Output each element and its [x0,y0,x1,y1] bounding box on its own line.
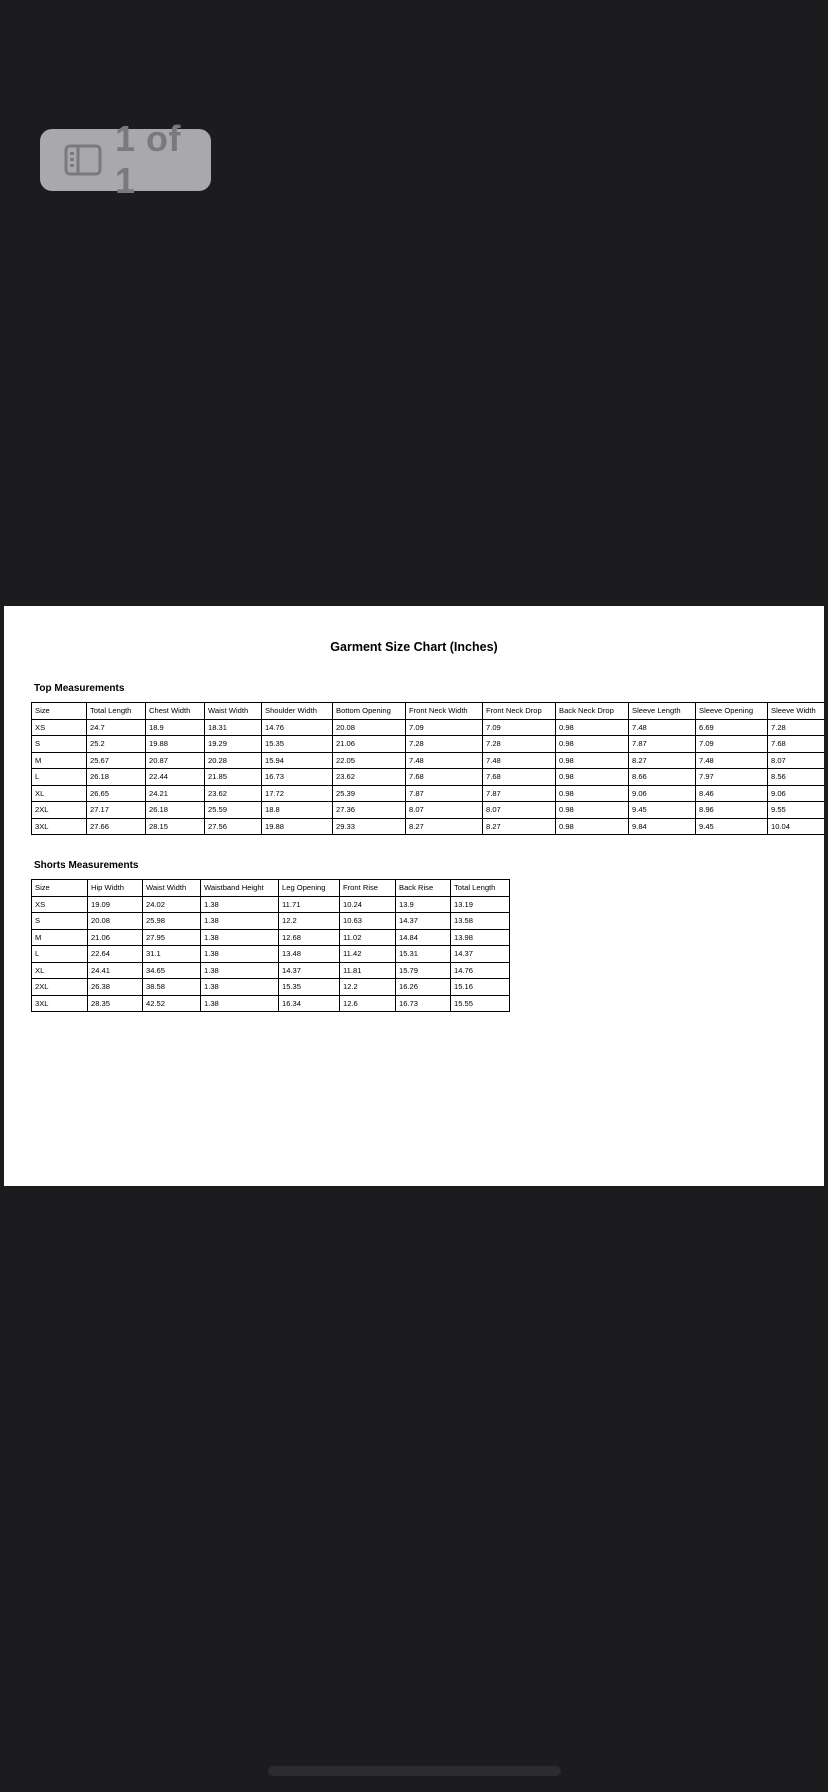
measurement-cell: 14.84 [396,929,451,946]
measurement-cell: 14.76 [262,719,333,736]
shorts-measurements-table [31,879,510,1012]
page-indicator-label: 1 of 1 [115,118,182,201]
size-cell: XL [32,785,87,802]
table-row [32,995,510,1012]
table-row [32,979,510,996]
measurement-cell: 1.38 [201,995,279,1012]
measurement-cell: 15.55 [451,995,510,1012]
measurement-cell: 7.68 [483,769,556,786]
measurement-cell: 12.6 [340,995,396,1012]
measurement-cell: 15.16 [451,979,510,996]
measurement-cell: 25.59 [205,802,262,819]
measurement-cell: 9.45 [629,802,696,819]
measurement-cell: 14.37 [279,962,340,979]
size-cell: S [32,913,88,930]
size-cell: L [32,769,87,786]
measurement-cell: 23.62 [333,769,406,786]
measurement-cell: 29.33 [333,818,406,835]
measurement-cell: 8.66 [629,769,696,786]
measurement-cell: 9.45 [696,818,768,835]
top-measurements-table [31,702,824,835]
table-row [32,818,825,835]
table-row [32,736,825,753]
measurement-cell: 16.73 [396,995,451,1012]
measurement-cell: 7.09 [406,719,483,736]
column-header: Hip Width [88,880,143,897]
measurement-cell: 7.87 [406,785,483,802]
measurement-cell: 8.56 [768,769,825,786]
measurement-cell: 18.9 [146,719,205,736]
size-cell: XL [32,962,88,979]
measurement-cell: 7.68 [768,736,825,753]
measurement-cell: 24.41 [88,962,143,979]
measurement-cell: 27.17 [87,802,146,819]
measurement-cell: 24.21 [146,785,205,802]
table-row [32,719,825,736]
measurement-cell: 28.35 [88,995,143,1012]
size-cell: XS [32,896,88,913]
size-cell: 2XL [32,802,87,819]
measurement-cell: 19.29 [205,736,262,753]
measurement-cell: 0.98 [556,736,629,753]
measurement-cell: 7.68 [406,769,483,786]
table-row [32,785,825,802]
measurement-cell: 22.05 [333,752,406,769]
measurement-cell: 8.07 [768,752,825,769]
measurement-cell: 16.26 [396,979,451,996]
table-header-row [32,703,825,720]
measurement-cell: 17.72 [262,785,333,802]
column-header: Total Length [451,880,510,897]
measurement-cell: 1.38 [201,913,279,930]
measurement-cell: 26.18 [146,802,205,819]
table-header-row [32,880,510,897]
measurement-cell: 15.31 [396,946,451,963]
measurement-cell: 9.06 [768,785,825,802]
measurement-cell: 7.87 [483,785,556,802]
measurement-cell: 14.37 [451,946,510,963]
measurement-cell: 1.38 [201,946,279,963]
measurement-cell: 16.34 [279,995,340,1012]
measurement-cell: 24.7 [87,719,146,736]
measurement-cell: 0.98 [556,752,629,769]
measurement-cell: 26.38 [88,979,143,996]
table-row [32,929,510,946]
column-header: Back Rise [396,880,451,897]
measurement-cell: 7.28 [406,736,483,753]
size-cell: XS [32,719,87,736]
column-header: Sleeve Opening [696,703,768,720]
table-row [32,752,825,769]
measurement-cell: 27.95 [143,929,201,946]
size-cell: 2XL [32,979,88,996]
size-cell: 3XL [32,995,88,1012]
measurement-cell: 1.38 [201,929,279,946]
table-row [32,946,510,963]
column-header: Front Neck Width [406,703,483,720]
measurement-cell: 42.52 [143,995,201,1012]
column-header: Waist Width [143,880,201,897]
measurement-cell: 12.68 [279,929,340,946]
measurement-cell: 20.08 [88,913,143,930]
measurement-cell: 0.98 [556,785,629,802]
measurement-cell: 18.8 [262,802,333,819]
measurement-cell: 27.66 [87,818,146,835]
measurement-cell: 22.64 [88,946,143,963]
measurement-cell: 25.98 [143,913,201,930]
column-header: Front Rise [340,880,396,897]
measurement-cell: 12.2 [279,913,340,930]
sidebar-icon [64,144,102,176]
table-row [32,962,510,979]
measurement-cell: 8.27 [406,818,483,835]
measurement-cell: 13.98 [451,929,510,946]
measurement-cell: 8.07 [406,802,483,819]
measurement-cell: 23.62 [205,785,262,802]
document-page [4,606,824,1186]
measurement-cell: 11.71 [279,896,340,913]
measurement-cell: 1.38 [201,896,279,913]
size-cell: L [32,946,88,963]
measurement-cell: 9.06 [629,785,696,802]
table-row [32,896,510,913]
measurement-cell: 7.48 [483,752,556,769]
measurement-cell: 8.46 [696,785,768,802]
measurement-cell: 21.85 [205,769,262,786]
measurement-cell: 27.56 [205,818,262,835]
measurement-cell: 0.98 [556,802,629,819]
measurement-cell: 10.24 [340,896,396,913]
measurement-cell: 21.06 [88,929,143,946]
size-cell: S [32,736,87,753]
column-header: Sleeve Width [768,703,825,720]
measurement-cell: 34.65 [143,962,201,979]
table-row [32,769,825,786]
column-header: Waist Width [205,703,262,720]
measurement-cell: 19.09 [88,896,143,913]
column-header: Front Neck Drop [483,703,556,720]
measurement-cell: 31.1 [143,946,201,963]
shorts-measurements-heading: Shorts Measurements [34,860,139,871]
column-header: Size [32,703,87,720]
size-cell: M [32,929,88,946]
column-header: Leg Opening [279,880,340,897]
measurement-cell: 7.28 [483,736,556,753]
measurement-cell: 26.18 [87,769,146,786]
measurement-cell: 8.07 [483,802,556,819]
measurement-cell: 11.02 [340,929,396,946]
measurement-cell: 14.37 [396,913,451,930]
column-header: Shoulder Width [262,703,333,720]
measurement-cell: 9.55 [768,802,825,819]
measurement-cell: 25.67 [87,752,146,769]
table-row [32,802,825,819]
measurement-cell: 7.87 [629,736,696,753]
table-row [32,913,510,930]
column-header: Bottom Opening [333,703,406,720]
measurement-cell: 13.9 [396,896,451,913]
measurement-cell: 13.48 [279,946,340,963]
measurement-cell: 15.35 [262,736,333,753]
measurement-cell: 1.38 [201,962,279,979]
measurement-cell: 7.48 [406,752,483,769]
measurement-cell: 15.94 [262,752,333,769]
measurement-cell: 7.28 [768,719,825,736]
document-title: Garment Size Chart (Inches) [330,640,498,654]
column-header: Waistband Height [201,880,279,897]
measurement-cell: 10.04 [768,818,825,835]
column-header: Back Neck Drop [556,703,629,720]
column-header: Total Length [87,703,146,720]
measurement-cell: 27.36 [333,802,406,819]
measurement-cell: 38.58 [143,979,201,996]
size-cell: M [32,752,87,769]
measurement-cell: 14.76 [451,962,510,979]
size-cell: 3XL [32,818,87,835]
measurement-cell: 7.48 [696,752,768,769]
page-indicator[interactable] [40,118,211,201]
measurement-cell: 0.98 [556,719,629,736]
measurement-cell: 7.48 [629,719,696,736]
measurement-cell: 21.06 [333,736,406,753]
top-measurements-heading: Top Measurements [34,683,125,694]
measurement-cell: 15.35 [279,979,340,996]
measurement-cell: 24.02 [143,896,201,913]
measurement-cell: 26.65 [87,785,146,802]
measurement-cell: 8.96 [696,802,768,819]
measurement-cell: 13.19 [451,896,510,913]
measurement-cell: 8.27 [483,818,556,835]
measurement-cell: 18.31 [205,719,262,736]
measurement-cell: 7.09 [696,736,768,753]
measurement-cell: 0.98 [556,818,629,835]
measurement-cell: 13.58 [451,913,510,930]
measurement-cell: 15.79 [396,962,451,979]
home-indicator[interactable] [268,1766,561,1776]
measurement-cell: 11.81 [340,962,396,979]
measurement-cell: 20.08 [333,719,406,736]
column-header: Chest Width [146,703,205,720]
measurement-cell: 20.28 [205,752,262,769]
measurement-cell: 19.88 [262,818,333,835]
measurement-cell: 10.63 [340,913,396,930]
measurement-cell: 12.2 [340,979,396,996]
measurement-cell: 19.88 [146,736,205,753]
measurement-cell: 9.84 [629,818,696,835]
measurement-cell: 7.97 [696,769,768,786]
measurement-cell: 7.09 [483,719,556,736]
column-header: Sleeve Length [629,703,696,720]
measurement-cell: 11.42 [340,946,396,963]
measurement-cell: 22.44 [146,769,205,786]
measurement-cell: 6.69 [696,719,768,736]
measurement-cell: 0.98 [556,769,629,786]
column-header: Size [32,880,88,897]
measurement-cell: 28.15 [146,818,205,835]
measurement-cell: 16.73 [262,769,333,786]
measurement-cell: 20.87 [146,752,205,769]
measurement-cell: 25.2 [87,736,146,753]
measurement-cell: 8.27 [629,752,696,769]
measurement-cell: 25.39 [333,785,406,802]
measurement-cell: 1.38 [201,979,279,996]
